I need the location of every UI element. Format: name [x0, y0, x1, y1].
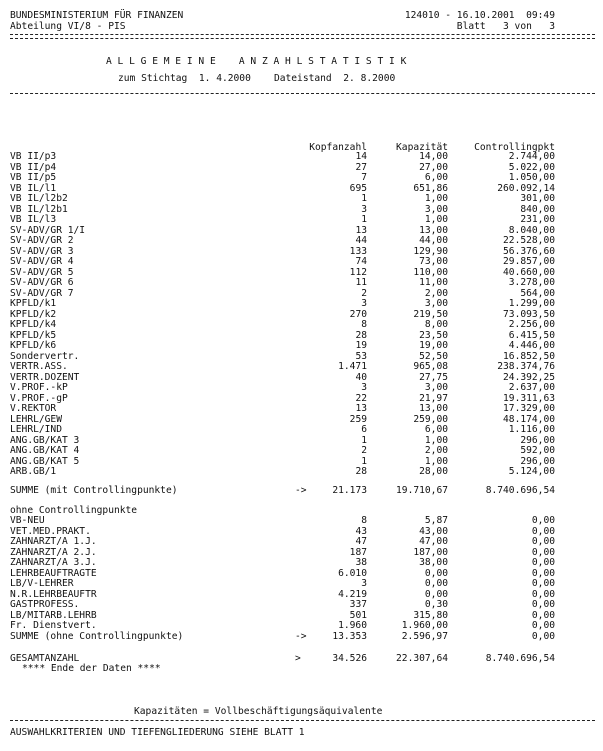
row-kopfanzahl: 28 [355, 329, 367, 341]
table-row [0, 173, 603, 183]
row-controllingpkt: 231,00 [520, 214, 555, 225]
row-kapazitaet: 52,50 [419, 350, 448, 362]
sum-kap: 19.710,67 [396, 485, 448, 496]
sum-label: SUMME (mit Controllingpunkte) [10, 485, 178, 496]
row-kopfanzahl: 259 [349, 413, 367, 425]
header-double-rule [10, 34, 595, 39]
row-kapazitaet: 315,80 [413, 609, 448, 621]
row-label: VB II/p4 [10, 161, 57, 173]
row-kopfanzahl: 2 [361, 445, 367, 456]
row-label: ANG.GB/KAT 3 [10, 434, 80, 446]
row-controllingpkt: 0,00 [531, 599, 555, 610]
row-label: VERTR.DOZENT [10, 371, 80, 383]
row-controllingpkt: 22.528,00 [503, 235, 555, 246]
row-kapazitaet: 219,50 [413, 308, 448, 320]
row-kapazitaet: 38,00 [419, 557, 448, 568]
ministry-name: BUNDESMINISTERIUM FÜR FINANZEN [10, 10, 184, 21]
table-row [0, 516, 603, 526]
sum-without-control-row [0, 632, 603, 642]
row-kapazitaet: 21,97 [419, 392, 448, 404]
row-kapazitaet: 0,00 [424, 567, 448, 579]
sum-kap: 2.596,97 [401, 631, 448, 642]
table-row [0, 537, 603, 547]
row-kopfanzahl: 4.219 [338, 588, 367, 600]
row-kopfanzahl: 27 [355, 161, 367, 173]
row-controllingpkt: 1.116,00 [508, 424, 555, 435]
table-row [0, 621, 603, 631]
row-controllingpkt: 0,00 [531, 525, 555, 537]
row-controllingpkt: 4.446,00 [508, 340, 555, 351]
row-label: LB/MITARB.LEHRB [10, 609, 97, 621]
row-label: KPFLD/k6 [10, 340, 57, 351]
row-kapazitaet: 259,00 [413, 413, 448, 425]
table-row [0, 590, 603, 600]
row-label: ARB.GB/1 [10, 466, 57, 477]
row-kopfanzahl: 38 [355, 557, 367, 568]
row-kapazitaet: 3,00 [424, 203, 448, 215]
row-kopfanzahl: 1 [361, 434, 367, 446]
row-controllingpkt: 0,00 [531, 588, 555, 600]
section-without-control: ohne Controllingpunkte [10, 505, 138, 516]
row-kapazitaet: 0,00 [424, 578, 448, 589]
row-kapazitaet: 6,00 [424, 172, 448, 183]
report-id-date: 124010 - 16.10.2001 09:49 [404, 10, 555, 21]
table-row [0, 331, 603, 341]
row-label: N.R.LEHRBEAUFTR [10, 588, 97, 600]
table-row [0, 194, 603, 204]
row-kapazitaet: 3,00 [424, 382, 448, 393]
row-kapazitaet: 129,90 [413, 245, 448, 257]
table-row [0, 341, 603, 351]
row-label: KPFLD/k4 [10, 319, 57, 330]
row-kapazitaet: 110,00 [413, 266, 448, 278]
row-label: VB IL/l1 [10, 182, 57, 194]
row-kopfanzahl: 7 [361, 172, 367, 183]
page-info: Blatt 3 von 3 [456, 21, 555, 32]
sum-arrow: -> [295, 631, 307, 642]
row-controllingpkt: 2.637,00 [508, 382, 555, 393]
row-controllingpkt: 0,00 [531, 546, 555, 558]
row-controllingpkt: 0,00 [531, 515, 555, 526]
row-kopfanzahl: 14 [355, 151, 367, 162]
col-header-kopfanzahl: Kopfanzahl [309, 142, 367, 153]
table-row [0, 268, 603, 278]
row-kopfanzahl: 47 [355, 536, 367, 547]
row-controllingpkt: 24.392,25 [503, 371, 555, 383]
row-controllingpkt: 296,00 [520, 455, 555, 467]
row-label: KPFLD/k1 [10, 298, 57, 309]
table-row [0, 299, 603, 309]
row-kopfanzahl: 337 [349, 599, 367, 610]
row-controllingpkt: 0,00 [531, 620, 555, 631]
row-kopfanzahl: 43 [355, 525, 367, 537]
row-kapazitaet: 0,30 [424, 599, 448, 610]
row-controllingpkt: 0,00 [531, 578, 555, 589]
row-label: VET.MED.PRAKT. [10, 525, 91, 537]
row-controllingpkt: 19.311,63 [503, 392, 555, 404]
table-row [0, 383, 603, 393]
row-label: V.PROF.-kP [10, 382, 68, 393]
row-kopfanzahl: 187 [349, 546, 367, 558]
row-kapazitaet: 19,00 [419, 340, 448, 351]
row-kopfanzahl: 1.471 [338, 361, 367, 372]
table-row [0, 425, 603, 435]
table-row [0, 467, 603, 477]
row-kopfanzahl: 74 [355, 256, 367, 267]
table-row [0, 446, 603, 456]
row-kopfanzahl: 53 [355, 350, 367, 362]
row-kopfanzahl: 13 [355, 403, 367, 414]
row-kapazitaet: 23,50 [419, 329, 448, 341]
row-kapazitaet: 73,00 [419, 256, 448, 267]
row-kopfanzahl: 3 [361, 578, 367, 589]
row-kapazitaet: 44,00 [419, 235, 448, 246]
table-row [0, 226, 603, 236]
row-controllingpkt: 29.857,00 [503, 256, 555, 267]
row-controllingpkt: 48.174,00 [503, 413, 555, 425]
row-controllingpkt: 0,00 [531, 567, 555, 579]
row-label: ANG.GB/KAT 5 [10, 455, 80, 467]
report-title: A L L G E M E I N E A N Z A H L S T A T I S T I K [106, 56, 407, 67]
col-header-kapazitaet: Kapazität [396, 142, 448, 153]
row-controllingpkt: 3.278,00 [508, 277, 555, 288]
row-kopfanzahl: 8 [361, 515, 367, 526]
table-row [0, 373, 603, 383]
row-controllingpkt: 296,00 [520, 434, 555, 446]
row-kopfanzahl: 22 [355, 392, 367, 404]
row-controllingpkt: 301,00 [520, 193, 555, 204]
row-label: VB II/p5 [10, 172, 57, 183]
table-row [0, 320, 603, 330]
table-row [0, 215, 603, 225]
end-of-data-marker: **** Ende der Daten **** [22, 663, 161, 674]
row-controllingpkt: 0,00 [531, 609, 555, 621]
row-kopfanzahl: 112 [349, 266, 367, 278]
row-kopfanzahl: 2 [361, 287, 367, 299]
sum-kopf: 21.173 [332, 485, 367, 496]
row-controllingpkt: 1.050,00 [508, 172, 555, 183]
row-label: VERTR.ASS. [10, 361, 68, 372]
row-controllingpkt: 0,00 [531, 557, 555, 568]
row-label: VB IL/l2b2 [10, 193, 68, 204]
table-row [0, 394, 603, 404]
table-row [0, 569, 603, 579]
row-label: SV-ADV/GR 1/I [10, 224, 86, 236]
row-kapazitaet: 2,00 [424, 287, 448, 299]
table-row [0, 152, 603, 162]
row-kopfanzahl: 501 [349, 609, 367, 621]
row-kopfanzahl: 11 [355, 277, 367, 288]
table-row [0, 278, 603, 288]
table-row [0, 436, 603, 446]
total-kopf: 34.526 [332, 653, 367, 664]
sum-ctrl: 8.740.696,54 [485, 485, 555, 496]
row-kopfanzahl: 8 [361, 319, 367, 330]
row-kapazitaet: 651,86 [413, 182, 448, 194]
total-ctrl: 8.740.696,54 [485, 653, 555, 664]
sum-label: SUMME (ohne Controllingpunkte) [10, 631, 184, 642]
sum-with-control-row [0, 486, 603, 496]
row-kapazitaet: 5,87 [424, 515, 448, 526]
row-label: ZAHNARZT/A 2.J. [10, 546, 97, 558]
table-row [0, 289, 603, 299]
row-kapazitaet: 8,00 [424, 319, 448, 330]
row-controllingpkt: 6.415,50 [508, 329, 555, 341]
row-label: VB IL/l3 [10, 214, 57, 225]
row-kopfanzahl: 6.010 [338, 567, 367, 579]
row-label: SV-ADV/GR 7 [10, 287, 74, 299]
row-kopfanzahl: 3 [361, 203, 367, 215]
table-row [0, 352, 603, 362]
department-name: Abteilung VI/8 - PIS [10, 21, 126, 32]
row-kopfanzahl: 19 [355, 340, 367, 351]
row-kapazitaet: 965,08 [413, 361, 448, 372]
row-label: SV-ADV/GR 4 [10, 256, 74, 267]
row-kopfanzahl: 40 [355, 371, 367, 383]
table-row [0, 415, 603, 425]
row-label: Fr. Dienstvert. [10, 620, 97, 631]
row-controllingpkt: 73.093,50 [503, 308, 555, 320]
row-controllingpkt: 2.744,00 [508, 151, 555, 162]
row-label: SV-ADV/GR 5 [10, 266, 74, 278]
sum-ctrl: 0,00 [531, 631, 555, 642]
row-kapazitaet: 6,00 [424, 424, 448, 435]
row-label: VB-NEU [10, 515, 45, 526]
row-label: GASTPROFESS. [10, 599, 80, 610]
row-label: V.PROF.-gP [10, 392, 68, 404]
row-label: LB/V-LEHRER [10, 578, 74, 589]
table-row [0, 236, 603, 246]
row-controllingpkt: 840,00 [520, 203, 555, 215]
row-controllingpkt: 238.374,76 [497, 361, 555, 372]
table-row [0, 579, 603, 589]
table-row [0, 310, 603, 320]
row-controllingpkt: 592,00 [520, 445, 555, 456]
row-kapazitaet: 13,00 [419, 224, 448, 236]
row-kapazitaet: 11,00 [419, 277, 448, 288]
row-controllingpkt: 564,00 [520, 287, 555, 299]
total-arrow: > [295, 653, 301, 664]
row-kopfanzahl: 28 [355, 466, 367, 477]
row-kapazitaet: 14,00 [419, 151, 448, 162]
row-label: Sondervertr. [10, 350, 80, 362]
row-controllingpkt: 5.022,00 [508, 161, 555, 173]
row-kopfanzahl: 1 [361, 455, 367, 467]
capacity-footnote: Kapazitäten = Vollbeschäftigungsäquivalente [134, 706, 383, 717]
sum-kopf: 13.353 [332, 631, 367, 642]
row-kapazitaet: 27,75 [419, 371, 448, 383]
row-kopfanzahl: 1 [361, 193, 367, 204]
row-label: SV-ADV/GR 6 [10, 277, 74, 288]
footer-rule [10, 720, 595, 721]
sum-arrow: -> [295, 485, 307, 496]
table-row [0, 527, 603, 537]
row-controllingpkt: 16.852,50 [503, 350, 555, 362]
row-kapazitaet: 1,00 [424, 455, 448, 467]
total-kap: 22.307,64 [396, 653, 448, 664]
row-kapazitaet: 1.960,00 [401, 620, 448, 631]
row-label: KPFLD/k2 [10, 308, 57, 320]
row-label: VB IL/l2b1 [10, 203, 68, 215]
row-kopfanzahl: 6 [361, 424, 367, 435]
row-kopfanzahl: 133 [349, 245, 367, 257]
row-kapazitaet: 28,00 [419, 466, 448, 477]
table-row [0, 257, 603, 267]
row-label: KPFLD/k5 [10, 329, 57, 341]
row-controllingpkt: 8.040,00 [508, 224, 555, 236]
row-controllingpkt: 56.376,60 [503, 245, 555, 257]
row-kopfanzahl: 1.960 [338, 620, 367, 631]
row-controllingpkt: 260.092,14 [497, 182, 555, 194]
row-kapazitaet: 1,00 [424, 193, 448, 204]
table-row [0, 247, 603, 257]
table-row [0, 611, 603, 621]
row-kapazitaet: 27,00 [419, 161, 448, 173]
row-label: ZAHNARZT/A 3.J. [10, 557, 97, 568]
row-kopfanzahl: 1 [361, 214, 367, 225]
selection-criteria-note: AUSWAHLKRITERIEN UND TIEFENGLIEDERUNG SIEHE BLATT 1 [10, 727, 305, 738]
row-label: ZAHNARZT/A 1.J. [10, 536, 97, 547]
row-controllingpkt: 40.660,00 [503, 266, 555, 278]
row-kopfanzahl: 3 [361, 298, 367, 309]
row-kopfanzahl: 44 [355, 235, 367, 246]
row-kapazitaet: 1,00 [424, 214, 448, 225]
table-row [0, 600, 603, 610]
title-rule [10, 93, 595, 94]
table-row [0, 457, 603, 467]
row-kopfanzahl: 695 [349, 182, 367, 194]
row-label: SV-ADV/GR 3 [10, 245, 74, 257]
row-label: V.REKTOR [10, 403, 57, 414]
row-controllingpkt: 0,00 [531, 536, 555, 547]
row-label: VB II/p3 [10, 151, 57, 162]
table-row [0, 548, 603, 558]
row-kopfanzahl: 270 [349, 308, 367, 320]
row-label: LEHRBEAUFTRAGTE [10, 567, 97, 579]
table-row [0, 205, 603, 215]
row-kapazitaet: 13,00 [419, 403, 448, 414]
table-row [0, 362, 603, 372]
row-kapazitaet: 47,00 [419, 536, 448, 547]
row-kapazitaet: 187,00 [413, 546, 448, 558]
table-row [0, 404, 603, 414]
row-controllingpkt: 17.329,00 [503, 403, 555, 414]
table-row [0, 558, 603, 568]
total-label: GESAMTANZAHL [10, 653, 80, 664]
table-row [0, 163, 603, 173]
row-label: ANG.GB/KAT 4 [10, 445, 80, 456]
row-kapazitaet: 0,00 [424, 588, 448, 600]
table-row [0, 184, 603, 194]
report-subtitle: zum Stichtag 1. 4.2000 Dateistand 2. 8.2000 [118, 73, 396, 84]
row-kapazitaet: 43,00 [419, 525, 448, 537]
row-label: SV-ADV/GR 2 [10, 235, 74, 246]
row-kopfanzahl: 3 [361, 382, 367, 393]
row-controllingpkt: 1.299,00 [508, 298, 555, 309]
row-controllingpkt: 5.124,00 [508, 466, 555, 477]
row-controllingpkt: 2.256,00 [508, 319, 555, 330]
row-kapazitaet: 2,00 [424, 445, 448, 456]
row-label: LEHRL/IND [10, 424, 62, 435]
row-kapazitaet: 3,00 [424, 298, 448, 309]
col-header-controllingpkt: Controllingpkt [474, 142, 555, 153]
row-label: LEHRL/GEW [10, 413, 62, 425]
row-kopfanzahl: 13 [355, 224, 367, 236]
row-kapazitaet: 1,00 [424, 434, 448, 446]
